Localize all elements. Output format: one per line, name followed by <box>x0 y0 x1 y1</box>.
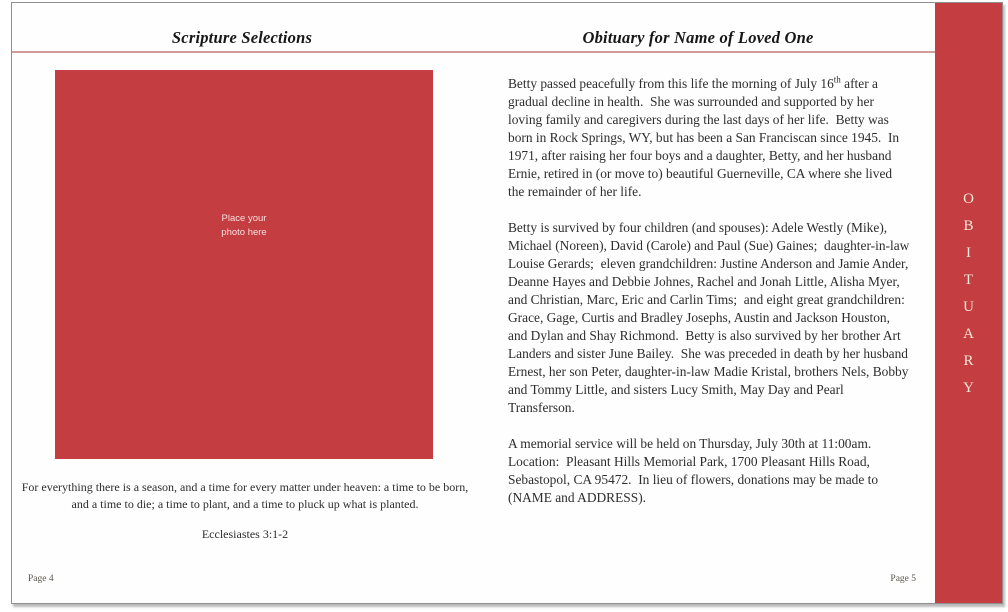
program-sheet <box>11 2 1003 604</box>
vertical-letter: A <box>963 326 974 342</box>
scripture-block <box>20 479 470 543</box>
obituary-side-tab <box>935 3 1002 603</box>
vertical-letter: T <box>963 272 974 288</box>
obituary-paragraph-1-continued: after a gradual decline in health. She was surrounded and supported by her loving family and caregivers during the last days of her life. Betty was born in Rock Springs, WY, but has been a San Franciscan since 1945. In 1971, after raising her four boys and a daughter, Betty, and her husband Ernie, retired in (or move to) beautiful Guerneville, CA where she lived the remainder of her life. <box>508 76 903 199</box>
obituary-paragraph-1-text: Betty passed peacefully from this life the morning of July 16 <box>508 76 834 91</box>
photo-placeholder-line1: Place your <box>221 213 267 224</box>
scripture-text: For everything there is a season, and a time for every matter under heaven: a time to be born, and a time to die; a time to plant, and a time to pluck up what is planted. <box>21 480 469 511</box>
header-divider-rule <box>12 51 935 53</box>
scripture-reference: Ecclesiastes 3:1-2 <box>201 527 289 541</box>
left-page-title: Scripture Selections <box>171 28 313 47</box>
left-page-number: Page 4 <box>28 574 54 584</box>
vertical-letter: Y <box>963 380 974 396</box>
photo-placeholder-line2: photo here <box>221 227 267 238</box>
right-page-title: Obituary for Name of Loved One <box>582 28 814 47</box>
obituary-vertical-label <box>935 186 1002 402</box>
ordinal-superscript: th <box>833 74 841 85</box>
vertical-letter: B <box>963 218 974 234</box>
vertical-letter: U <box>963 299 974 315</box>
vertical-letter: O <box>963 191 974 207</box>
photo-placeholder-text <box>55 70 433 240</box>
photo-placeholder-box[interactable] <box>55 70 433 459</box>
right-page-number: Page 5 <box>890 574 916 584</box>
obituary-paragraph-3: A memorial service will be held on Thursday, July 30th at 11:00am. Location: Pleasant Hills Memorial Park, 1700 Pleasant Hills Road, Sebastopol, CA 95472. In lieu of flowers, donations may be made to (NAME and ADDRESS). <box>508 436 882 505</box>
vertical-letter: R <box>963 353 974 369</box>
obituary-paragraph-1 <box>508 75 911 201</box>
obituary-paragraph-2: Betty is survived by four children (and spouses): Adele Westly (Mike), Michael (Noreen), David (Carole) and Paul (Sue) Gaines; daughter-in-law Louise Gerards; eleven grandchildren: Justine Anderson and Jamie Ander, Deanne Hayes and Debbie Johnes, Rachel and Jonah Little, Alisha Myer, and Christian, Marc, Eric and Carlin Tims; and eight great grandchildren: Grace, Gage, Curtis and Bradley Josephs, Austin and Jackson Houston, and Dylan and Shay Richmond. Betty is also survived by her brother Art Landers and sister June Bailey. She was preceded in death by her husband Ernest, her son Peter, daughter-in-law Madie Kristal, brothers Nels, Bobby and Tommy Little, and sisters Lucy Smith, May Day and Pearl Transferson. <box>508 220 913 415</box>
obituary-body <box>508 75 911 525</box>
vertical-letter: I <box>966 245 971 261</box>
